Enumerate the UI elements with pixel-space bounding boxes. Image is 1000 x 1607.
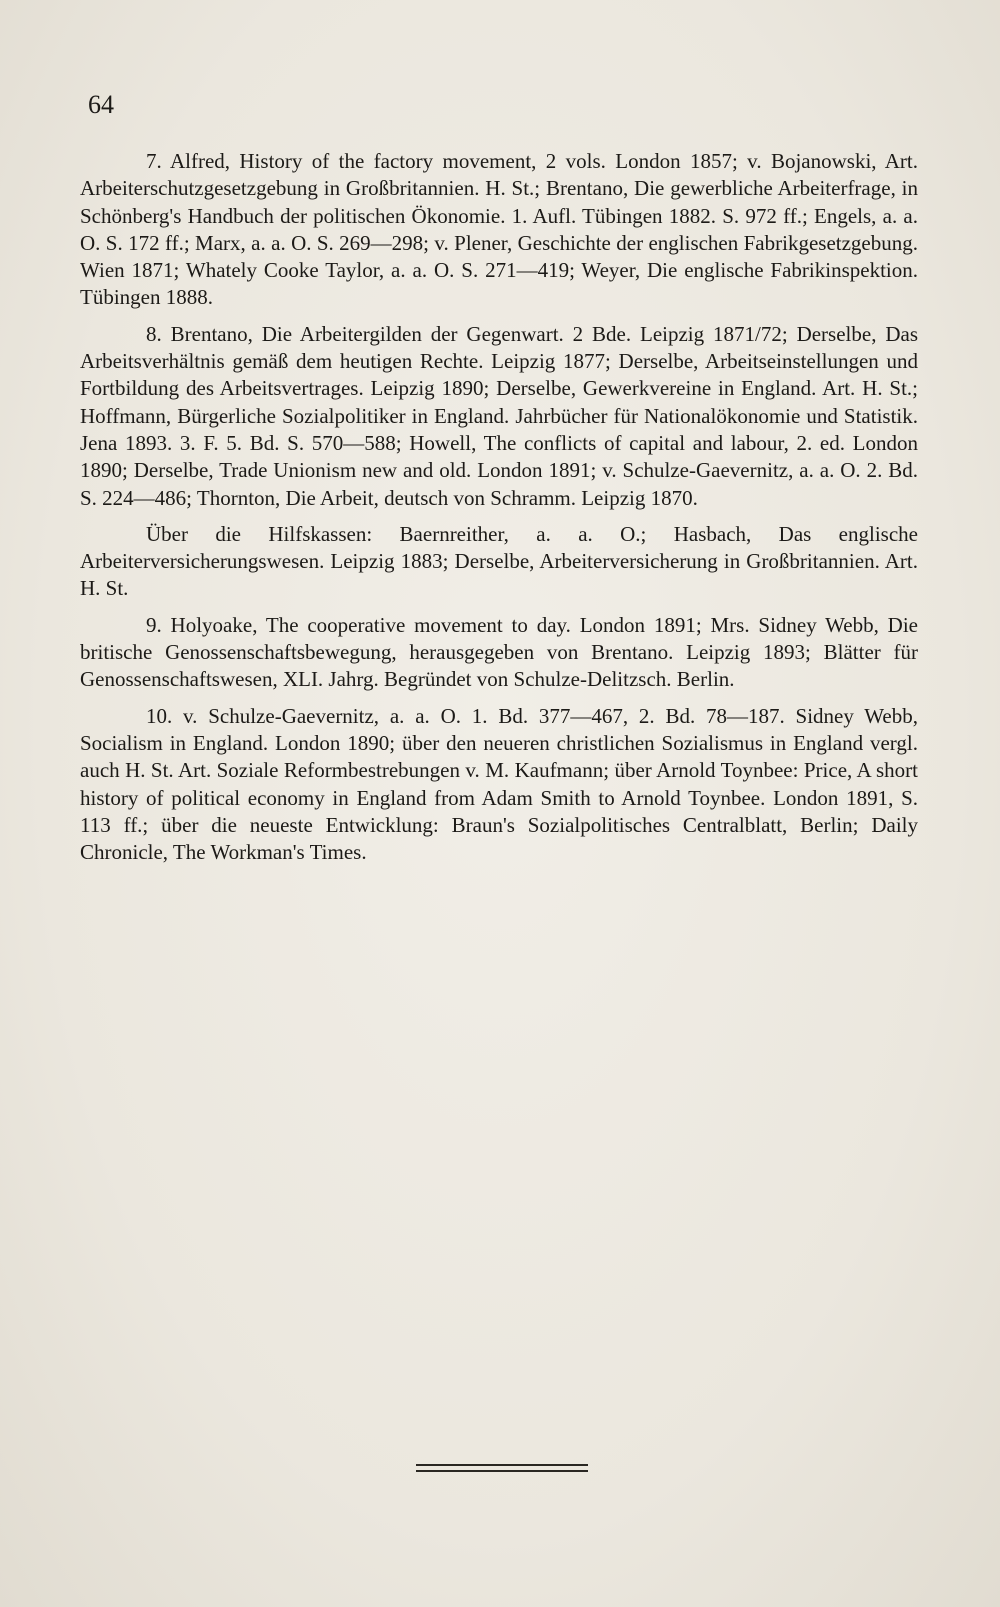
page-number: 64 <box>88 90 114 119</box>
note-8-hilfskassen: Über die Hilfskassen: Baernreither, a. a. O.; Hasbach, Das englische Arbeiterversicherungswesen. Leipzig 1883; Derselbe, Arbeiterversicherung in Großbritannien. Art. H. St. <box>80 521 918 601</box>
note-9: 9. Holyoake, The cooperative movement to day. London 1891; Mrs. Sidney Webb, Die britische Genossenschaftsbewegung, herausgegeben von Brentano. Leipzig 1893; Blätter für Genossenschaftswesen, XLI. Jahrg. Begründet von Schulze-Delitzsch. Berlin. <box>80 612 918 692</box>
note-7: 7. Alfred, History of the factory movement, 2 vols. London 1857; v. Bojanowski, Art. Arbeiterschutzgesetzgebung in Großbritannien. H. St.; Brentano, Die gewerbliche Arbeiterfrage, in Schönberg's Handbuch der politischen Ökonomie. 1. Aufl. Tübingen 1882. S. 972 ff.; Engels, a. a. O. S. 172 ff.; Marx, a. a. O. S. 269—298; v. Plener, Geschichte der englischen Fabrikgesetzgebung. Wien 1871; Whately Cooke Taylor, a. a. O. S. 271—419; Weyer, Die englische Fabrikinspektion. Tübingen 1888. <box>80 149 918 310</box>
end-rule-top <box>416 1464 588 1466</box>
note-8: 8. Brentano, Die Arbeitergilden der Gegenwart. 2 Bde. Leipzig 1871/72; Derselbe, Das Arbeitsverhältnis gemäß dem heutigen Rechte. Leipzig 1877; Derselbe, Arbeitseinstellungen und Fortbildung des Arbeitsvertrages. Leipzig 1890; Derselbe, Gewerkvereine in England. Art. H. St.; Hoffmann, Bürgerliche Sozialpolitiker in England. Jahrbücher für Nationalökonomie und Statistik. Jena 1893. 3. F. 5. Bd. S. 570—588; Howell, The conflicts of capital and labour, 2. ed. London 1890; Derselbe, Trade Unionism new and old. London 1891; v. Schulze-Gaevernitz, a. a. O. 2. Bd. S. 224—486; Thornton, Die Arbeit, deutsch von Schramm. Leipzig 1870. <box>80 321 918 510</box>
end-rule-bottom <box>416 1470 588 1472</box>
note-10: 10. v. Schulze-Gaevernitz, a. a. O. 1. Bd. 377—467, 2. Bd. 78—187. Sidney Webb, Socialism in England. London 1890; über den neueren christlichen Sozialismus in England vergl. auch H. St. Art. Soziale Reformbestrebungen v. M. Kaufmann; über Arnold Toynbee: Price, A short history of political economy in England from Adam Smith to Arnold Toynbee. London 1891, S. 113 ff.; über die neueste Entwicklung: Braun's Sozialpolitisches Centralblatt, Berlin; Daily Chronicle, The Workman's Times. <box>80 703 918 865</box>
bibliography-notes <box>80 148 918 875</box>
